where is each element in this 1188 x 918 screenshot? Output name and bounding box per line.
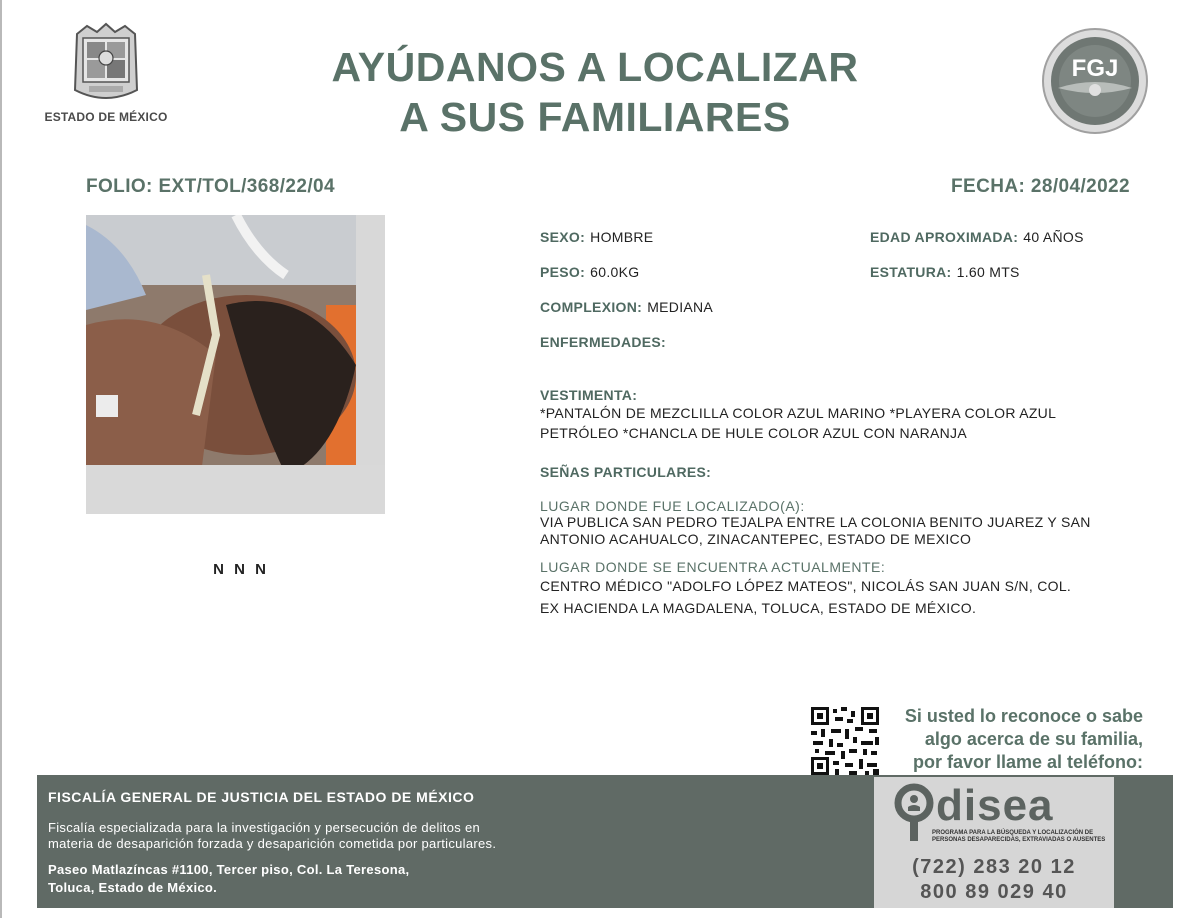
peso-value: 60.0KG [590, 264, 640, 280]
detail-lugar-localizado [540, 498, 1130, 548]
detail-peso [540, 262, 639, 281]
sexo-label: SEXO: [540, 229, 586, 245]
detail-complexion [540, 297, 713, 316]
complexion-label: COMPLEXION: [540, 299, 643, 315]
vestimenta-line-2: PETRÓLEO *CHANCLA DE HULE COLOR AZUL CON NARANJA [540, 425, 967, 441]
detail-sexo [540, 227, 653, 246]
detail-enfermedades [540, 332, 666, 351]
photo-placeholder-icon [86, 215, 385, 514]
cta-line-1: Si usted lo reconoce o sabe [904, 706, 1143, 726]
folio-label: FOLIO: EXT/TOL/368/22/04 [86, 176, 335, 197]
edad-value: 40 AÑOS [1023, 229, 1084, 245]
page-left-border [0, 0, 2, 918]
title-line-1: AYÚDANOS A LOCALIZAR [331, 44, 859, 90]
footer-description [48, 820, 648, 852]
vestimenta-line-1: *PANTALÓN DE MEZCLILLA COLOR AZUL MARINO *PLAYERA COLOR AZUL [540, 405, 1057, 421]
fgj-logo-text: FGJ [1071, 55, 1119, 82]
person-name-caption: N N N [213, 561, 269, 578]
lugar-actual-label: LUGAR DONDE SE ENCUENTRA ACTUALMENTE: [540, 559, 886, 575]
state-coat-of-arms-icon [67, 20, 145, 104]
senas-label: SEÑAS PARTICULARES: [540, 464, 712, 480]
page-title [250, 42, 940, 142]
footer-title: FISCALÍA GENERAL DE JUSTICIA DEL ESTADO DE MÉXICO [48, 789, 475, 805]
detail-edad [870, 227, 1084, 246]
detail-estatura [870, 262, 1020, 281]
peso-label: PESO: [540, 264, 586, 280]
lugar-actual-line-1: CENTRO MÉDICO "ADOLFO LÓPEZ MATEOS", NICOLÁS SAN JUAN S/N, COL. [540, 578, 1072, 594]
footer-addr-line-1: Paseo Matlazíncas #1100, Tercer piso, Col. La Teresona, [48, 862, 410, 877]
footer-desc-line-1: Fiscalía especializada para la investigación y persecución de delitos en [48, 820, 481, 835]
estado-de-mexico-logo [42, 20, 170, 124]
footer-address [48, 861, 608, 897]
title-line-2: A SUS FAMILIARES [399, 94, 791, 140]
estatura-value: 1.60 MTS [956, 264, 1020, 280]
fgj-seal-icon [1040, 26, 1150, 136]
cta-line-2: algo acerca de su familia, [924, 729, 1143, 749]
person-photo [86, 215, 385, 514]
edad-label: EDAD APROXIMADA: [870, 229, 1019, 245]
estatura-label: ESTATURA: [870, 264, 952, 280]
sexo-value: HOMBRE [590, 229, 654, 245]
lugar-localizado-line-1: VIA PUBLICA SAN PEDRO TEJALPA ENTRE LA COLONIA BENITO JUAREZ Y SAN [540, 514, 1091, 530]
vestimenta-label: VESTIMENTA: [540, 387, 638, 403]
call-to-action [880, 705, 1143, 774]
qr-code[interactable] [809, 705, 881, 777]
qr-code-icon [809, 705, 881, 777]
odisea-magnifier-icon [892, 783, 936, 843]
phone-number-2[interactable]: 800 89 029 40 [920, 881, 1068, 903]
odisea-subtitle: PROGRAMA PARA LA BÚSQUEDA Y LOCALIZACIÓN DE PERSONAS DESAPARECIDAS, EXTRAVIADAS O AUSENTES [932, 830, 1106, 843]
lugar-actual-line-2: EX HACIENDA LA MAGDALENA, TOLUCA, ESTADO DE MÉXICO. [540, 600, 977, 616]
cta-line-3: por favor llame al teléfono: [912, 752, 1143, 772]
odisea-panel [874, 777, 1114, 908]
phone-number-1[interactable]: (722) 283 20 12 [912, 856, 1076, 878]
detail-vestimenta [540, 387, 1130, 443]
enfermedades-label: ENFERMEDADES: [540, 334, 667, 350]
lugar-localizado-label: LUGAR DONDE FUE LOCALIZADO(A): [540, 498, 805, 514]
fgj-logo [1040, 26, 1150, 136]
footer-band [37, 775, 1173, 908]
odisea-wordmark: disea [936, 781, 1054, 830]
detail-lugar-actual [540, 559, 1130, 619]
lugar-localizado-line-2: ANTONIO ACAHUALCO, ZINACANTEPEC, ESTADO DE MEXICO [540, 531, 972, 547]
fecha-label: FECHA: 28/04/2022 [951, 176, 1130, 197]
footer-desc-line-2: materia de desaparición forzada y desaparición cometida por particulares. [48, 836, 497, 851]
state-name-label: ESTADO DE MÉXICO [44, 110, 168, 124]
footer-addr-line-2: Toluca, Estado de México. [48, 880, 218, 895]
detail-senas [540, 462, 711, 481]
complexion-value: MEDIANA [647, 299, 714, 315]
